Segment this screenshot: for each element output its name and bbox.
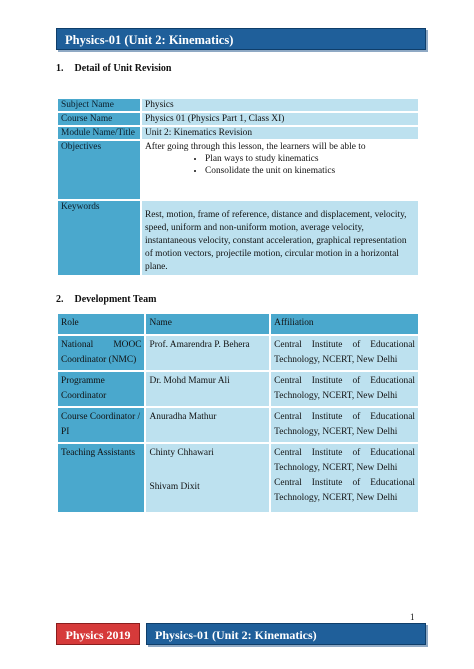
affiliation-line: Central Institute of Educational xyxy=(274,448,415,458)
subject-name-value: Physics xyxy=(142,99,418,111)
unit-details-table xyxy=(56,97,420,277)
table-row xyxy=(58,201,418,275)
table-row xyxy=(58,336,418,370)
affiliation-line: Technology, NCERT, New Delhi xyxy=(274,493,398,503)
footer-right-text: Physics-01 (Unit 2: Kinematics) xyxy=(155,628,317,642)
section-title: Detail of Unit Revision xyxy=(74,63,172,74)
column-header-role: Role xyxy=(58,314,144,334)
name-cell: Anuradha Mathur xyxy=(146,408,269,442)
objectives-list xyxy=(145,154,415,176)
role-cell: Course Coordinator / PI xyxy=(58,408,144,442)
person-name: Chinty Chhawari xyxy=(149,448,214,458)
keywords-value: Rest, motion, frame of reference, distance and displacement, velocity, speed, uniform and non-uniform motion, average velocity, instantaneous velocity, constant acceleration, graphical representation of motion vectors, projectile motion, circular motion in a horizontal plane. xyxy=(142,201,418,275)
affiliation-cell xyxy=(271,408,418,442)
module-value: Unit 2: Kinematics Revision xyxy=(142,127,418,139)
affiliation-line: Central Institute of Educational xyxy=(274,340,415,350)
affiliation-cell xyxy=(271,444,418,512)
affiliation-line: Central Institute of Educational xyxy=(274,412,415,422)
objectives-value xyxy=(142,141,418,199)
section-heading-development-team xyxy=(56,294,156,305)
section-title: Development Team xyxy=(74,294,157,305)
page-number: 1 xyxy=(410,612,415,622)
person-name: Shivam Dixit xyxy=(149,482,200,492)
role-cell: Programme Coordinator xyxy=(58,372,144,406)
section-number: 2. xyxy=(56,294,64,305)
role-cell: National MOOC Coordinator (NMC) xyxy=(58,336,144,370)
table-row xyxy=(58,408,418,442)
module-label: Module Name/Title xyxy=(58,127,140,139)
column-header-name: Name xyxy=(146,314,269,334)
name-cell: Prof. Amarendra P. Behera xyxy=(146,336,269,370)
course-name-label: Course Name xyxy=(58,113,140,125)
list-item: • Consolidate the unit on kinematics xyxy=(205,166,415,176)
footer-banner xyxy=(146,623,426,645)
table-row xyxy=(58,113,418,125)
role-cell: Teaching Assistants xyxy=(58,444,144,512)
keywords-label: Keywords xyxy=(58,201,140,275)
name-cell xyxy=(146,444,269,512)
objectives-label: Objectives xyxy=(58,141,140,199)
course-name-value: Physics 01 (Physics Part 1, Class XI) xyxy=(142,113,418,125)
table-row xyxy=(58,372,418,406)
affiliation-line: Central Institute of Educational xyxy=(274,376,415,386)
table-row xyxy=(58,444,418,512)
subject-name-label: Subject Name xyxy=(58,99,140,111)
affiliation-cell xyxy=(271,372,418,406)
affiliation-line: Technology, NCERT, New Delhi xyxy=(274,463,398,473)
objectives-intro: After going through this lesson, the learners will be able to xyxy=(145,142,366,152)
section-heading-unit-revision xyxy=(56,63,171,74)
header-banner xyxy=(56,28,426,50)
name-cell: Dr. Mohd Mamur Ali xyxy=(146,372,269,406)
affiliation-line: Central Institute of Educational xyxy=(274,478,415,488)
column-header-affiliation: Affiliation xyxy=(271,314,418,334)
table-row xyxy=(58,99,418,111)
affiliation-line: Technology, NCERT, New Delhi xyxy=(274,355,398,365)
section-number: 1. xyxy=(56,63,64,74)
affiliation-line: Technology, NCERT, New Delhi xyxy=(274,391,398,401)
header-title: Physics-01 (Unit 2: Kinematics) xyxy=(65,33,234,47)
affiliation-line: Technology, NCERT, New Delhi xyxy=(274,427,398,437)
affiliation-cell xyxy=(271,336,418,370)
table-row xyxy=(58,127,418,139)
table-row xyxy=(58,141,418,199)
footer-course-badge xyxy=(56,623,140,645)
list-item: • Plan ways to study kinematics xyxy=(205,154,415,164)
table-header-row xyxy=(58,314,418,334)
development-team-table xyxy=(56,312,420,514)
footer-left-text: Physics 2019 xyxy=(65,628,131,642)
